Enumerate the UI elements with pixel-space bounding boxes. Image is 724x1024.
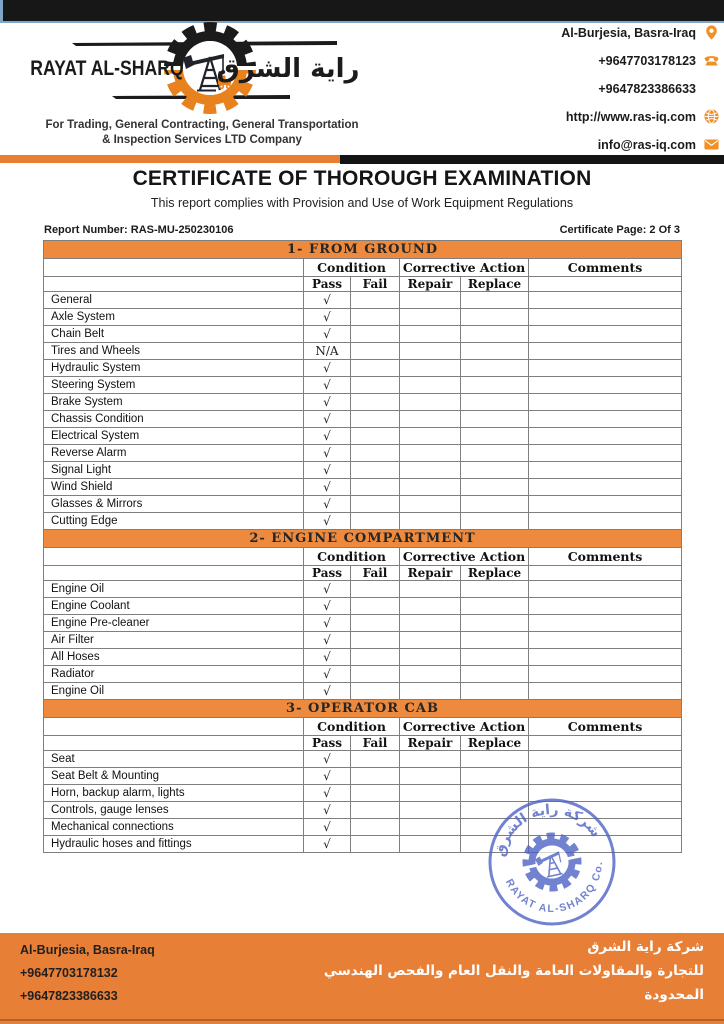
svg-text:RAYAT AL-SHARQ Co. [502, 858, 614, 925]
comments-header: Comments [529, 259, 682, 277]
table-row [44, 598, 682, 615]
fail-cell [351, 751, 400, 768]
pass-cell: √ [304, 632, 351, 649]
condition-header: Condition [304, 548, 400, 566]
comments-header: Comments [529, 548, 682, 566]
table-row [44, 768, 682, 785]
contact-block [561, 25, 720, 165]
contact-phone2: +9647823386633 [598, 81, 696, 96]
fail-cell [351, 649, 400, 666]
pass-cell: N/A [304, 343, 351, 360]
table-row [44, 462, 682, 479]
fail-cell [351, 598, 400, 615]
fail-cell [351, 683, 400, 700]
comments-cell [529, 462, 682, 479]
pass-cell: √ [304, 598, 351, 615]
replace-cell [461, 343, 529, 360]
divider-orange-bar [0, 155, 340, 163]
comments-cell [529, 683, 682, 700]
item-cell: Chain Belt [44, 326, 304, 343]
fail-header: Fail [351, 277, 400, 292]
contact-email: info@ras-iq.com [597, 137, 696, 152]
fail-cell [351, 394, 400, 411]
fail-cell [351, 768, 400, 785]
replace-cell [461, 479, 529, 496]
pass-header: Pass [304, 277, 351, 292]
inspection-table-wrap [43, 240, 681, 853]
replace-cell [461, 292, 529, 309]
replace-header: Replace [461, 736, 529, 751]
pass-cell: √ [304, 513, 351, 530]
item-cell: Hydraulic hoses and fittings [44, 836, 304, 853]
repair-header: Repair [400, 566, 461, 581]
table-row [44, 513, 682, 530]
repair-cell [400, 683, 461, 700]
replace-cell [461, 802, 529, 819]
repair-cell [400, 309, 461, 326]
comments-cell [529, 428, 682, 445]
repair-cell [400, 649, 461, 666]
replace-header: Replace [461, 277, 529, 292]
item-cell: Hydraulic System [44, 360, 304, 377]
phone-icon [703, 52, 720, 69]
item-cell: Seat [44, 751, 304, 768]
item-cell: Controls, gauge lenses [44, 802, 304, 819]
repair-cell [400, 581, 461, 598]
fail-cell [351, 785, 400, 802]
empty-cell [44, 736, 304, 751]
repair-cell [400, 513, 461, 530]
repair-cell [400, 377, 461, 394]
repair-cell [400, 326, 461, 343]
replace-cell [461, 581, 529, 598]
contact-address-row [561, 25, 720, 40]
contact-phone1: +9647703178123 [598, 53, 696, 68]
comments-cell [529, 802, 682, 819]
table-row [44, 683, 682, 700]
empty-cell [44, 548, 304, 566]
contact-phone1-row [561, 53, 720, 68]
repair-cell [400, 292, 461, 309]
replace-cell [461, 377, 529, 394]
column-sub-row [44, 277, 682, 292]
fail-cell [351, 666, 400, 683]
replace-cell [461, 649, 529, 666]
pass-cell: √ [304, 479, 351, 496]
repair-cell [400, 598, 461, 615]
pass-cell: √ [304, 785, 351, 802]
table-row [44, 428, 682, 445]
pass-cell: √ [304, 360, 351, 377]
company-name-ar: راية الشرق [216, 54, 360, 84]
table-row [44, 615, 682, 632]
comments-cell [529, 377, 682, 394]
pass-cell: √ [304, 496, 351, 513]
column-sub-row [44, 736, 682, 751]
pass-cell: √ [304, 683, 351, 700]
footer-arabic-line1: شركة راية الشرق [587, 939, 704, 955]
section-title: 1- FROM GROUND [44, 241, 682, 259]
icon-placeholder [703, 80, 720, 97]
fail-cell [351, 462, 400, 479]
comments-header: Comments [529, 718, 682, 736]
pass-cell: √ [304, 802, 351, 819]
item-cell: Engine Pre-cleaner [44, 615, 304, 632]
replace-cell [461, 411, 529, 428]
tagline-line1: For Trading, General Contracting, General Transportation [45, 119, 359, 131]
company-name-en: RAYAT AL-SHARQ [30, 56, 184, 81]
fail-cell [351, 377, 400, 394]
replace-cell [461, 836, 529, 853]
table-row [44, 819, 682, 836]
fail-cell [351, 496, 400, 513]
item-cell: Brake System [44, 394, 304, 411]
repair-cell [400, 819, 461, 836]
certificate-page-label: Certificate Page: 2 Of 3 [559, 224, 680, 236]
repair-cell [400, 394, 461, 411]
comments-cell [529, 411, 682, 428]
corrective-action-header: Corrective Action [400, 259, 529, 277]
table-row [44, 360, 682, 377]
item-cell: All Hoses [44, 649, 304, 666]
fail-header: Fail [351, 736, 400, 751]
replace-cell [461, 394, 529, 411]
repair-header: Repair [400, 736, 461, 751]
table-row [44, 649, 682, 666]
section-title: 3- OPERATOR CAB [44, 700, 682, 718]
item-cell: Signal Light [44, 462, 304, 479]
table-row [44, 632, 682, 649]
globe-icon [703, 108, 720, 125]
repair-cell [400, 411, 461, 428]
fail-cell [351, 343, 400, 360]
pass-cell: √ [304, 666, 351, 683]
contact-phone2-row [561, 81, 720, 96]
item-cell: Axle System [44, 309, 304, 326]
company-logo [28, 22, 448, 122]
empty-cell [44, 259, 304, 277]
replace-cell [461, 615, 529, 632]
comments-cell [529, 496, 682, 513]
replace-cell [461, 683, 529, 700]
fail-cell [351, 836, 400, 853]
replace-cell [461, 666, 529, 683]
top-bar [0, 0, 724, 23]
footer-company-arabic [324, 935, 704, 1007]
repair-cell [400, 802, 461, 819]
fail-header: Fail [351, 566, 400, 581]
replace-cell [461, 309, 529, 326]
replace-cell [461, 768, 529, 785]
footer-address: Al-Burjesia, Basra-Iraq [20, 943, 155, 957]
pass-cell: √ [304, 581, 351, 598]
corrective-action-header: Corrective Action [400, 548, 529, 566]
table-section [44, 700, 682, 853]
comments-cell [529, 445, 682, 462]
table-row [44, 581, 682, 598]
column-group-row [44, 548, 682, 566]
replace-cell [461, 428, 529, 445]
item-cell: Wind Shield [44, 479, 304, 496]
item-cell: Mechanical connections [44, 819, 304, 836]
table-row [44, 479, 682, 496]
repair-cell [400, 343, 461, 360]
fail-cell [351, 309, 400, 326]
repair-cell [400, 632, 461, 649]
table-row [44, 394, 682, 411]
column-group-row [44, 718, 682, 736]
replace-cell [461, 360, 529, 377]
footer-contact [20, 939, 155, 1008]
column-sub-row [44, 566, 682, 581]
pass-cell: √ [304, 309, 351, 326]
fail-cell [351, 479, 400, 496]
table-row [44, 326, 682, 343]
fail-cell [351, 292, 400, 309]
table-row [44, 292, 682, 309]
pass-cell: √ [304, 292, 351, 309]
location-pin-icon [703, 24, 720, 41]
repair-cell [400, 785, 461, 802]
pass-cell: √ [304, 428, 351, 445]
replace-header: Replace [461, 566, 529, 581]
replace-cell [461, 785, 529, 802]
item-cell: Air Filter [44, 632, 304, 649]
item-cell: Cutting Edge [44, 513, 304, 530]
stamp-text-en: RAYAT AL-SHARQ Co. [502, 860, 606, 916]
fail-cell [351, 581, 400, 598]
table-row [44, 666, 682, 683]
item-cell: General [44, 292, 304, 309]
fail-cell [351, 326, 400, 343]
item-cell: Engine Oil [44, 683, 304, 700]
report-info-row [44, 224, 680, 236]
fail-cell [351, 411, 400, 428]
contact-address: Al-Burjesia, Basra-Iraq [561, 25, 696, 40]
stamp-text-arabic: شركة راية الشرق [492, 801, 604, 859]
item-cell: Tires and Wheels [44, 343, 304, 360]
section-header-row [44, 700, 682, 718]
item-cell: Reverse Alarm [44, 445, 304, 462]
table-row [44, 785, 682, 802]
condition-header: Condition [304, 718, 400, 736]
page-subtitle: This report complies with Provision and Use of Work Equipment Regulations [150, 196, 574, 210]
section-title: 2- ENGINE COMPARTMENT [44, 530, 682, 548]
empty-cell [529, 277, 682, 292]
divider-black-bar [340, 155, 724, 164]
footer-phone1: +9647703178132 [20, 966, 118, 980]
pass-cell: √ [304, 377, 351, 394]
repair-cell [400, 836, 461, 853]
empty-cell [529, 736, 682, 751]
fail-cell [351, 360, 400, 377]
table-row [44, 343, 682, 360]
pass-cell: √ [304, 615, 351, 632]
replace-cell [461, 819, 529, 836]
fail-cell [351, 802, 400, 819]
page-title: CERTIFICATE OF THOROUGH EXAMINATION [132, 167, 592, 190]
contact-website-row [561, 109, 720, 124]
replace-cell [461, 632, 529, 649]
comments-cell [529, 649, 682, 666]
fail-cell [351, 445, 400, 462]
replace-cell [461, 598, 529, 615]
replace-cell [461, 462, 529, 479]
empty-cell [44, 718, 304, 736]
fail-cell [351, 513, 400, 530]
comments-cell [529, 598, 682, 615]
footer [0, 933, 724, 1024]
comments-cell [529, 785, 682, 802]
comments-cell [529, 479, 682, 496]
table-row [44, 751, 682, 768]
item-cell: Electrical System [44, 428, 304, 445]
pass-cell: √ [304, 751, 351, 768]
table-row [44, 411, 682, 428]
report-number: Report Number: RAS-MU-250230106 [44, 224, 234, 236]
comments-cell [529, 768, 682, 785]
footer-phone2: +9647823386633 [20, 989, 118, 1003]
table-row [44, 496, 682, 513]
item-cell: Radiator [44, 666, 304, 683]
repair-cell [400, 496, 461, 513]
comments-cell [529, 581, 682, 598]
empty-cell [44, 277, 304, 292]
condition-header: Condition [304, 259, 400, 277]
item-cell: Steering System [44, 377, 304, 394]
repair-cell [400, 462, 461, 479]
footer-bottom-line [0, 1019, 724, 1021]
fail-cell [351, 632, 400, 649]
comments-cell [529, 666, 682, 683]
item-cell: Horn, backup alarm, lights [44, 785, 304, 802]
comments-cell [529, 292, 682, 309]
pass-cell: √ [304, 462, 351, 479]
comments-cell [529, 394, 682, 411]
comments-cell [529, 343, 682, 360]
fail-cell [351, 615, 400, 632]
pass-cell: √ [304, 819, 351, 836]
pass-cell: √ [304, 445, 351, 462]
comments-cell [529, 360, 682, 377]
empty-cell [529, 566, 682, 581]
empty-cell [44, 566, 304, 581]
pass-cell: √ [304, 411, 351, 428]
item-cell: Engine Oil [44, 581, 304, 598]
repair-cell [400, 751, 461, 768]
table-row [44, 445, 682, 462]
corrective-action-header: Corrective Action [400, 718, 529, 736]
pass-header: Pass [304, 736, 351, 751]
table-row [44, 309, 682, 326]
contact-website: http://www.ras-iq.com [565, 109, 696, 124]
fail-cell [351, 819, 400, 836]
repair-cell [400, 428, 461, 445]
footer-arabic-line2: للتجارة والمقاولات العامة والنقل العام والفحص الهندسي [323, 963, 704, 979]
repair-cell [400, 768, 461, 785]
comments-cell [529, 326, 682, 343]
repair-cell [400, 445, 461, 462]
company-tagline [28, 118, 376, 148]
item-cell: Glasses & Mirrors [44, 496, 304, 513]
tagline-line2: & Inspection Services LTD Company [102, 134, 302, 146]
item-cell: Chassis Condition [44, 411, 304, 428]
repair-header: Repair [400, 277, 461, 292]
pass-cell: √ [304, 836, 351, 853]
replace-cell [461, 513, 529, 530]
table-section [44, 530, 682, 700]
comments-cell [529, 751, 682, 768]
item-cell: Engine Coolant [44, 598, 304, 615]
pass-cell: √ [304, 326, 351, 343]
fail-cell [351, 428, 400, 445]
comments-cell [529, 513, 682, 530]
column-group-row [44, 259, 682, 277]
inspection-table [43, 240, 682, 853]
comments-cell [529, 632, 682, 649]
pass-cell: √ [304, 768, 351, 785]
repair-cell [400, 615, 461, 632]
item-cell: Seat Belt & Mounting [44, 768, 304, 785]
replace-cell [461, 751, 529, 768]
section-header-row [44, 241, 682, 259]
comments-cell [529, 819, 682, 836]
pass-cell: √ [304, 649, 351, 666]
pass-cell: √ [304, 394, 351, 411]
replace-cell [461, 496, 529, 513]
repair-cell [400, 360, 461, 377]
comments-cell [529, 615, 682, 632]
replace-cell [461, 326, 529, 343]
table-row [44, 802, 682, 819]
section-header-row [44, 530, 682, 548]
contact-email-row [561, 137, 720, 152]
footer-arabic-line3: المحدودة [644, 987, 704, 1003]
table-row [44, 377, 682, 394]
envelope-icon [703, 136, 720, 153]
repair-cell [400, 666, 461, 683]
table-section [44, 241, 682, 530]
comments-cell [529, 836, 682, 853]
replace-cell [461, 445, 529, 462]
repair-cell [400, 479, 461, 496]
table-row [44, 836, 682, 853]
comments-cell [529, 309, 682, 326]
pass-header: Pass [304, 566, 351, 581]
